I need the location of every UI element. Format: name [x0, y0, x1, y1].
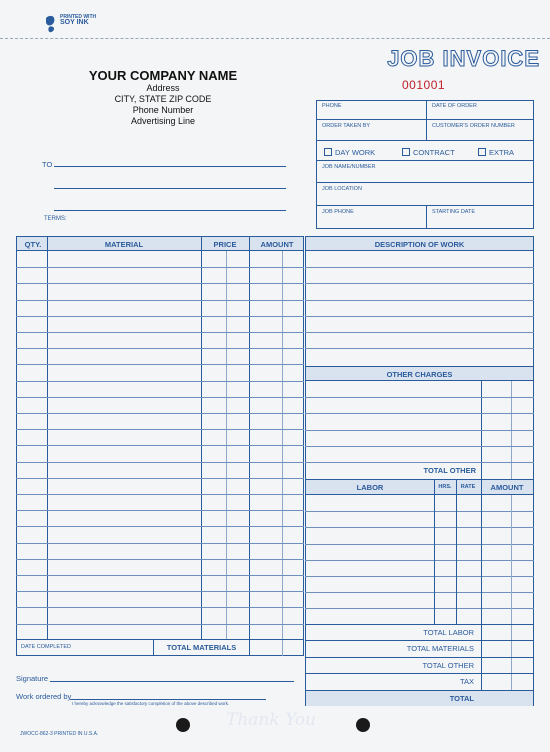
rule-line — [16, 575, 304, 576]
labor-header: LABOR — [356, 483, 384, 492]
rule-line — [305, 397, 534, 398]
signature-label: Signature — [16, 674, 49, 683]
rule-line — [16, 413, 304, 414]
rule-line — [16, 510, 304, 511]
rule-line — [16, 429, 304, 430]
logo-line2: SOY INK — [60, 19, 89, 26]
thank-you-watermark: Thank You — [226, 710, 317, 730]
rule-line — [16, 478, 304, 479]
perforation-line — [0, 38, 550, 39]
rule-line — [305, 300, 534, 301]
company-city: CITY, STATE ZIP CODE — [114, 94, 212, 104]
rule-line — [305, 267, 534, 268]
rule-line — [16, 332, 304, 333]
rule-line — [16, 316, 304, 317]
invoice-number: 001001 — [402, 78, 446, 92]
description-header-bar — [306, 237, 533, 251]
rule-line — [16, 283, 304, 284]
acknowledge-text: I hereby acknowledge the satisfactory completion of the above described work. — [72, 701, 230, 706]
starting-date-label: STARTING DATE — [432, 209, 476, 215]
price-header: PRICE — [213, 240, 237, 249]
rule-line — [16, 462, 304, 463]
rule-line — [16, 397, 304, 398]
totals-label: TOTAL LABOR — [423, 628, 474, 637]
totals-label: TAX — [459, 677, 474, 687]
rule-line — [305, 283, 534, 284]
customers-order-number-label: CUSTOMER'S ORDER NUMBER — [432, 123, 515, 129]
footer-code: JWOCC-862-3 PRINTED IN U.S.A. — [20, 731, 99, 737]
rule-line — [305, 430, 534, 431]
binding-hole-right — [356, 718, 370, 732]
to-label: TO — [42, 160, 53, 169]
rule-line — [305, 348, 534, 349]
rule-line — [305, 544, 534, 545]
job-phone-label: JOB PHONE — [322, 209, 354, 215]
description-header: DESCRIPTION OF WORK — [374, 240, 465, 249]
rule-line — [305, 560, 534, 561]
rule-line — [305, 413, 534, 414]
date-completed-label: DATE COMPLETED — [21, 644, 72, 650]
material-header: MATERIAL — [104, 240, 144, 249]
rule-line — [305, 462, 534, 463]
work-ordered-label: Work ordered by — [16, 692, 72, 701]
date-of-order-label: DATE OF ORDER — [432, 103, 477, 109]
binding-hole-left — [176, 718, 190, 732]
rule-line — [305, 446, 534, 447]
company-name: YOUR COMPANY NAME — [88, 68, 238, 83]
company-address: Address — [146, 83, 180, 93]
terms-label: TERMS: — [44, 216, 67, 222]
contract-checkbox[interactable] — [402, 148, 410, 156]
to-line-1[interactable] — [54, 166, 286, 167]
totals-label: TOTAL — [449, 693, 474, 703]
job-name-label: JOB NAME/NUMBER — [322, 164, 376, 170]
extra-label: EXTRA — [489, 148, 515, 157]
rule-line — [16, 559, 304, 560]
to-line-2[interactable] — [54, 188, 286, 189]
rule-line — [16, 591, 304, 592]
rule-line — [16, 300, 304, 301]
day-work-option[interactable] — [324, 148, 375, 157]
order-taken-by-label: ORDER TAKEN BY — [322, 123, 371, 129]
signature-line[interactable] — [50, 681, 294, 682]
to-line-3[interactable] — [54, 210, 286, 211]
rule-line — [305, 608, 534, 609]
rule-line — [16, 381, 304, 382]
company-advertising: Advertising Line — [130, 116, 196, 126]
phone-label: PHONE — [322, 103, 342, 109]
day-work-checkbox[interactable] — [324, 148, 332, 156]
hrs-header: HRS. — [438, 484, 452, 490]
day-work-label: DAY WORK — [335, 148, 376, 157]
totals-label: TOTAL MATERIALS — [406, 644, 474, 654]
rate-header: RATE — [460, 484, 476, 490]
amount-header: AMOUNT — [260, 240, 294, 249]
rule-line — [16, 494, 304, 495]
work-ordered-line[interactable] — [70, 699, 266, 700]
page-title: JOB INVOICE — [387, 46, 540, 71]
total-other-label: TOTAL OTHER — [423, 466, 476, 475]
rule-line — [305, 527, 534, 528]
job-location-label: JOB LOCATION — [322, 186, 362, 192]
extra-checkbox[interactable] — [478, 148, 486, 156]
other-charges-header-bar — [306, 366, 533, 381]
rule-line — [16, 543, 304, 544]
totals-rule — [305, 640, 534, 641]
rule-line — [305, 332, 534, 333]
other-charges-header: OTHER CHARGES — [386, 370, 453, 379]
contract-label: CONTRACT — [413, 148, 455, 157]
rule-line — [16, 267, 304, 268]
rule-line — [16, 445, 304, 446]
rule-line — [16, 348, 304, 349]
rule-line — [16, 364, 304, 365]
logo-line1: PRINTED WITH — [60, 14, 97, 20]
qty-header: QTY. — [24, 240, 42, 249]
soy-ink-logo-text — [60, 14, 96, 26]
company-phone: Phone Number — [132, 105, 194, 115]
total-materials-label: TOTAL MATERIALS — [166, 643, 237, 652]
totals-label: TOTAL OTHER — [422, 660, 474, 670]
rule-line — [16, 526, 304, 527]
extra-option[interactable] — [478, 148, 514, 157]
rule-line — [305, 511, 534, 512]
rule-line — [305, 592, 534, 593]
rule-line — [16, 624, 304, 625]
company-block — [70, 68, 256, 127]
rule-line — [305, 316, 534, 317]
totals-rule — [305, 673, 534, 674]
contract-option[interactable] — [402, 148, 455, 157]
rule-line — [305, 576, 534, 577]
labor-amount-header: AMOUNT — [490, 483, 524, 492]
totals-rule — [305, 657, 534, 658]
rule-line — [16, 607, 304, 608]
